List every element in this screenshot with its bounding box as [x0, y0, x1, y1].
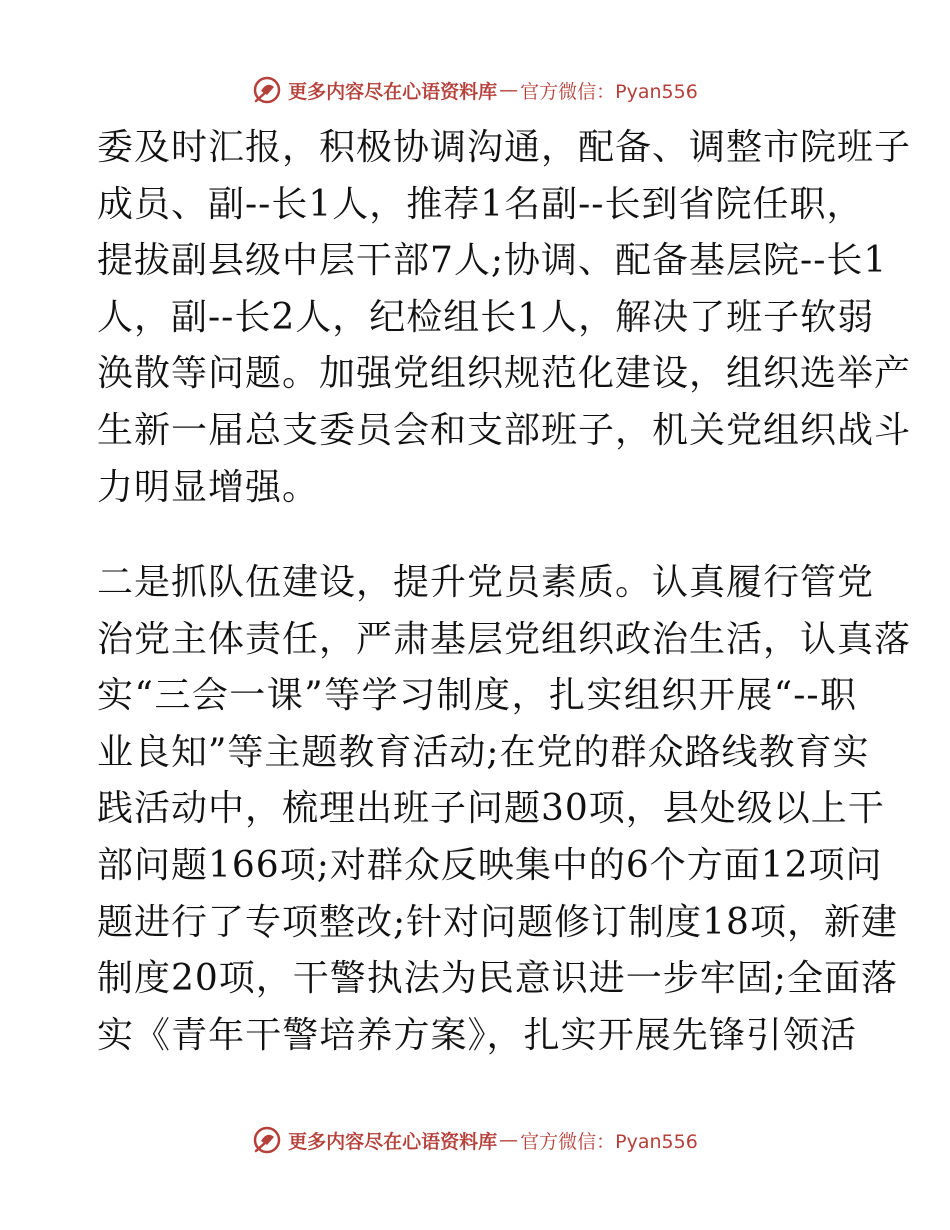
logo-icon [252, 75, 282, 105]
watermark-site: 更多内容尽在心语资料库 [288, 1130, 498, 1153]
text-line: 涣散等问题。加强党组织规范化建设，组织选举产 [97, 353, 912, 395]
watermark-site: 更多内容尽在心语资料库 [288, 80, 498, 103]
text-line: 生新一届总支委员会和支部班子，机关党组织战斗 [97, 409, 912, 451]
text-line: 力明显增强。 [97, 466, 320, 508]
text-line: 实“三会一课”等学习制度，扎实组织开展“--职 [97, 675, 857, 717]
watermark-separator: — [499, 1129, 519, 1151]
text-line: 题进行了专项整改;针对问题修订制度18项，新建 [97, 901, 898, 943]
logo-icon [252, 1125, 282, 1155]
text-line: 成员、副--长1人，推荐1名副--长到省院任职， [97, 183, 864, 225]
text-line: 提拔副县级中层干部7人;协调、配备基层院--长1 [97, 240, 888, 282]
text-line: 制度20项，干警执法为民意识进一步牢固;全面落 [97, 958, 898, 1000]
watermark-wechat: 官方微信：Pyan556 [520, 80, 698, 103]
watermark-header [0, 70, 950, 110]
text-line: 委及时汇报，积极协调沟通，配备、调整市院班子 [97, 127, 912, 168]
text-line: 部问题166项;对群众反映集中的6个方面12项问 [97, 844, 883, 886]
text-line: 治党主体责任，严肃基层党组织政治生活，认真落 [97, 618, 912, 660]
text-line: 人，副--长2人，纪检组长1人，解决了班子软弱 [97, 296, 875, 338]
text-line: 业良知”等主题教育活动;在党的群众路线教育实 [97, 731, 870, 773]
text-line: 二是抓队伍建设，提升党员素质。认真履行管党 [97, 562, 875, 603]
paragraph-2 [97, 555, 912, 1064]
paragraph-1 [97, 120, 912, 516]
text-line: 实《青年干警培养方案》，扎实开展先锋引领活 [97, 1014, 857, 1056]
watermark-separator: — [499, 79, 519, 101]
text-line: 践活动中，梳理出班子问题30项，县处级以上干 [97, 788, 885, 830]
watermark-footer [0, 1120, 950, 1160]
watermark-wechat: 官方微信：Pyan556 [520, 1130, 698, 1153]
